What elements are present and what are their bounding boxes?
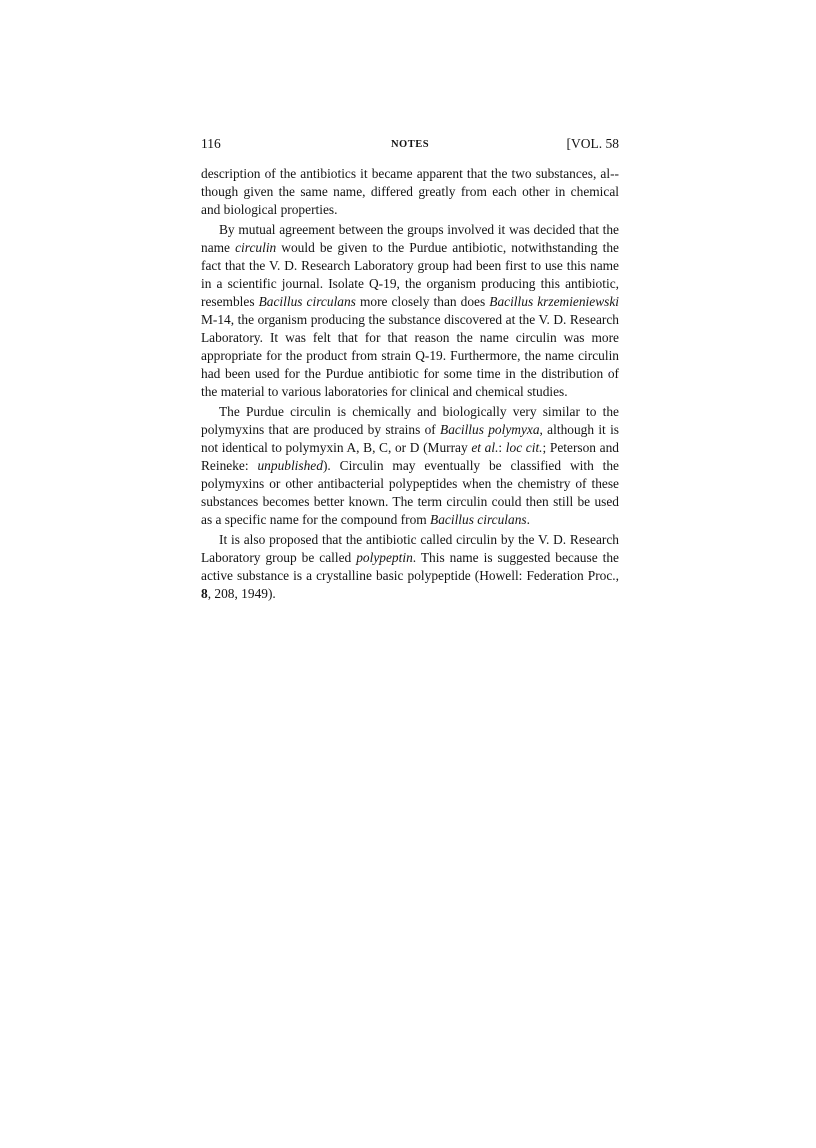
text-run: loc cit.	[505, 440, 543, 455]
text-run: more closely than does	[355, 294, 490, 309]
paragraph-1	[201, 165, 619, 219]
text-run: By mutual agreement between the groups involved it was decided that the name	[201, 222, 619, 255]
text-run: The Purdue circulin is chemically and biologically very similar to the polymyxins that are produced by strains of	[201, 404, 619, 437]
page-number: 116	[201, 136, 221, 151]
text-run: unpublished	[257, 458, 323, 473]
text-run: Bacillus circulans	[430, 512, 527, 527]
text-run: description of the antibiotics it became apparent that the two substances, al-though given the same name, differed greatly from each other in chemical and biological properties.	[201, 166, 619, 217]
paragraph-3	[201, 403, 619, 529]
text-run: Bacillus circulans	[258, 294, 356, 309]
text-run: . This name is suggested because the active substance is a crystalline basic polypeptide (Howell: Federation Proc.,	[201, 550, 619, 583]
text-run: Bacillus polymyxa	[440, 422, 540, 437]
paragraph-4	[201, 531, 619, 603]
text-run: Bacillus krzemieniewski	[489, 294, 620, 309]
text-run: et al.	[471, 440, 499, 455]
text-run: ; Peterson and Reineke:	[201, 440, 619, 473]
text-run: 8	[201, 586, 208, 601]
section-title: NOTES	[390, 139, 430, 150]
text-run: ). Circulin may eventually be classified with the polymyxins or other antibacterial polypeptides when the chemistry of these substances becomes better known. The term circulin could then still be used as a specific name for the compound from	[201, 458, 619, 527]
running-head	[201, 136, 619, 156]
text-run: M-14, the organism producing the substance discovered at the V. D. Research Laboratory. It was felt that for that reason the name circulin was more appropriate for the product from strain Q-19. Furthermore, the name circulin had been used for the Purdue antibiotic for some time in the distribution of the material to various laboratories for clinical and chemical studies.	[201, 312, 619, 399]
text-run: :	[498, 440, 506, 455]
volume-label: [VOL. 58	[566, 136, 619, 151]
article-body	[201, 165, 619, 603]
text-run: would be given to the Purdue antibiotic, notwithstanding the fact that the V. D. Research Laboratory group had been first to use this name in a scientific journal. Isolate Q-19, the organism producing this antibiotic, resembles	[201, 240, 619, 309]
text-run: circulin	[235, 240, 277, 255]
journal-page	[201, 136, 619, 603]
text-run: polypeptin	[356, 550, 413, 565]
paragraph-2	[201, 221, 619, 401]
text-run: , although it is not identical to polymyxin A, B, C, or D (Murray	[201, 422, 620, 455]
text-run: , 208, 1949).	[207, 586, 276, 601]
text-run: It is also proposed that the antibiotic called circulin by the V. D. Research Laboratory group be called	[201, 532, 619, 565]
text-run: .	[526, 512, 530, 527]
